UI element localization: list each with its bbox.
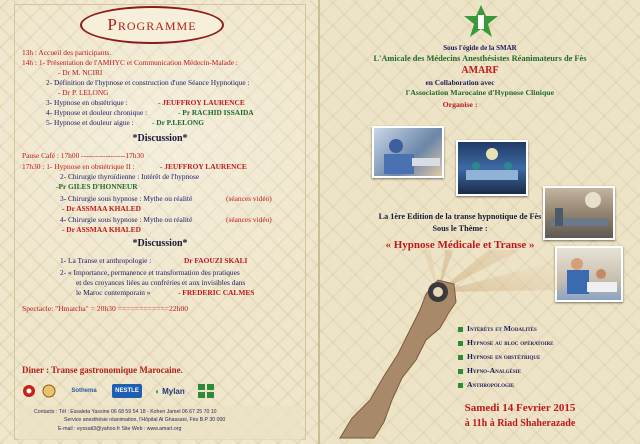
photo-surgery-2 [456, 140, 528, 196]
contacts-box [18, 406, 302, 440]
collab-line: en Collaboration avec [425, 78, 495, 87]
sponsor-logo-mylan-text: Mylan [162, 386, 185, 396]
sponsor-logo-grid-icon [198, 384, 214, 398]
program-line: et des croyances liées au confréries et aux invisibles dans [76, 278, 246, 287]
program-line: 3- Hypnose en obstétrique : [46, 98, 128, 107]
topic-bullet: Hypnose au bloc opératoire [458, 338, 553, 347]
speaker: -Pr GILES D'HONNEUR [56, 182, 138, 191]
pause-line: Pause Café : 17h00 ------------------17h30 [22, 151, 144, 160]
spectacle-line: Spectacle: "Hmatcha" = 20h30 ============22h00 [22, 304, 189, 313]
edition-line: La 1ère Edition de la transe hypnotique de Fès [378, 212, 542, 221]
program-line: 3- Chirurgie sous hypnose : Mythe ou réalité [60, 194, 193, 203]
sponsor-logo-seal-icon [42, 384, 56, 398]
program-line: 13h : Accueil des participants. [22, 48, 112, 57]
mylan-swirl-icon: ◐ [155, 386, 161, 396]
discussion-heading: *Discussion* [132, 133, 188, 144]
event-date: Samedi 14 Fevrier 2015 [464, 402, 576, 414]
speaker: - Dr P. LELONG [58, 88, 109, 97]
sponsor-logo-red-icon [22, 384, 36, 398]
program-line: 1- La Transe et anthropologie : [60, 256, 152, 265]
program-line: 4- Chirurgie sous hypnose : Mythe ou réalité [60, 215, 193, 224]
contact-line: Contacts : Tél : Essaleta Yassine 06 68 59 54 18 - Kohen Jamel 06 67 25 70 10 [34, 409, 217, 415]
theme-title: « Hypnose Médicale et Transe » [385, 239, 535, 251]
speaker: - Dr ASSMAA KHALED [62, 225, 141, 234]
amarf-line: AMARF [461, 65, 499, 76]
topic-bullet: Intérêts et Modalités [458, 324, 537, 333]
amicale-line: L'Amicale des Médecins Anesthésistes Réanimateurs de Fès [373, 54, 587, 63]
photo-surgery-1 [372, 126, 444, 178]
egide-line: Sous l'égide de la SMAR [443, 44, 517, 52]
contact-line: E-mail : eyssati3@yahoo.fr Site Web : www.amart.org [58, 426, 182, 432]
sponsor-strip [22, 381, 300, 401]
smar-logo-icon [462, 4, 500, 42]
organise-line: Organise : [442, 100, 478, 109]
program-line: 2- « Importance, permanence et transformation des pratiques [60, 268, 240, 277]
speaker: - JEUFFROY LAURENCE [160, 162, 247, 171]
sponsor-logo-sothema: Sothema [71, 388, 97, 394]
association-line: l'Association Marocaine d'Hypnose Clinique [405, 88, 555, 97]
theme-label: Sous le Thème : [432, 224, 488, 233]
topic-bullet: Hypnose en obstétrique [458, 352, 540, 361]
speaker: - Pr RACHID ISSAIDA [178, 108, 254, 117]
program-line: 17h30 : 1- Hypnose en obstétrique II : [22, 162, 135, 171]
topic-bullet: Hypno-Analgésie [458, 366, 521, 375]
topic-bullet: Anthropologie [458, 380, 514, 389]
video-note: (séances vidéo) [226, 194, 272, 203]
discussion-heading: *Discussion* [132, 238, 188, 249]
program-title: Programme [80, 6, 224, 44]
sponsor-logo-nestle: NESTLE [112, 384, 142, 398]
program-line: 2- Chirurgie thyroïdienne : Intérêt de l'hypnose [60, 172, 200, 181]
program-line: 14h : 1- Présentation de l'AMHYC et Communication Médecin-Malade : [22, 58, 238, 67]
video-note: (séances vidéo) [226, 215, 272, 224]
speaker: - Dr M. NCIRI [58, 68, 103, 77]
contact-line: Service anesthésie réanimation, l'Hôpital Al Ghassani, Fès B.P 30 000 [64, 417, 226, 423]
speaker: - Dr ASSMAA KHALED [62, 204, 141, 213]
program-line: le Maroc contemporain » [76, 288, 151, 297]
sponsor-logo-mylan [148, 384, 192, 398]
speaker: - JEUFFROY LAURENCE [158, 98, 245, 107]
event-place: à 11h à Riad Shaherazade [464, 418, 576, 429]
speaker: - FREDERIC CALMES [178, 288, 255, 297]
program-line: 5- Hypnose et douleur aigue : [46, 118, 134, 127]
diner-line: Diner : Transe gastronomique Marocaine. [22, 365, 183, 375]
program-line: 2- Définition de l'hypnose et construction d'une Séance Hypnotique : [46, 78, 250, 87]
speaker: Dr FAOUZI SKALI [184, 256, 248, 265]
speaker: - Dr P.LELONG [152, 118, 204, 127]
program-line: 4- Hypnose et douleur chronique : [46, 108, 148, 117]
photo-hypnosis-session [555, 246, 623, 302]
